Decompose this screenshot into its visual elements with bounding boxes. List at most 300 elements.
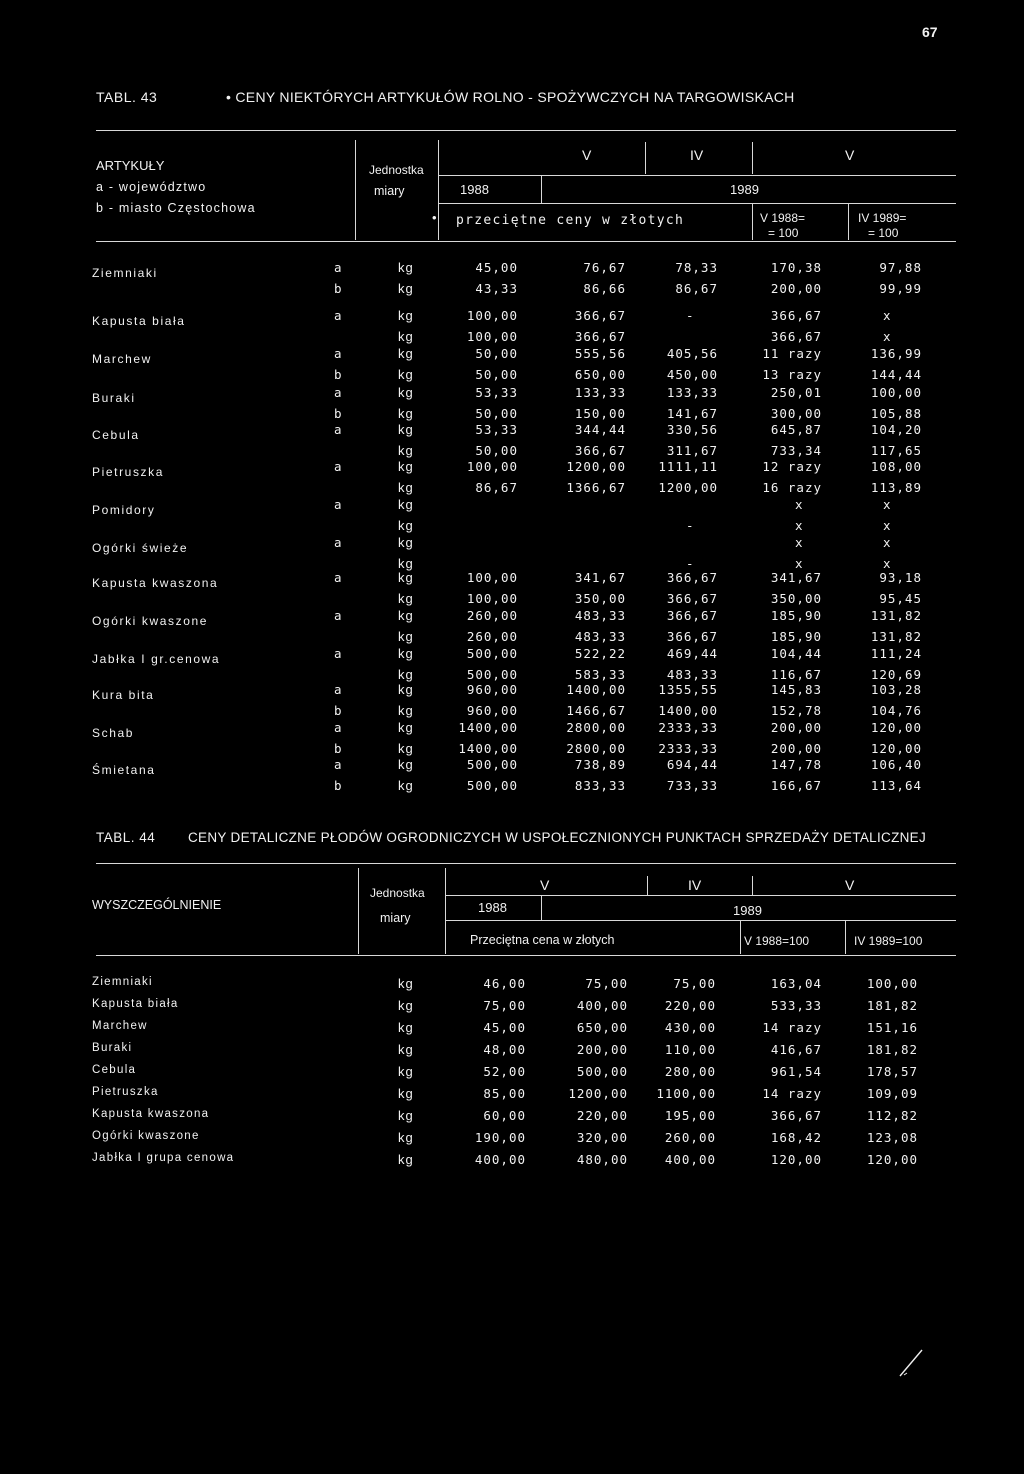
data-cell: 120,00 bbox=[770, 1152, 822, 1167]
table-44-col-divider bbox=[740, 921, 741, 954]
data-cell: 330,56 bbox=[666, 422, 718, 437]
data-cell: 522,22 bbox=[574, 646, 626, 661]
table-43-header-b-definition: b - miasto Częstochowa bbox=[96, 201, 256, 215]
data-cell: 120,69 bbox=[870, 667, 922, 682]
row-unit: kg bbox=[398, 422, 414, 437]
data-cell: 117,65 bbox=[870, 443, 922, 458]
row-unit: kg bbox=[398, 646, 414, 661]
data-cell: 1466,67 bbox=[566, 703, 626, 718]
data-cell: 366,67 bbox=[574, 308, 626, 323]
data-cell: 1100,00 bbox=[656, 1086, 716, 1101]
row-unit: kg bbox=[398, 480, 414, 495]
row-unit: kg bbox=[398, 346, 414, 361]
data-cell: 260,00 bbox=[466, 629, 518, 644]
row-label: Pietruszka bbox=[92, 465, 165, 479]
data-cell: 131,82 bbox=[870, 629, 922, 644]
data-cell: 147,78 bbox=[770, 757, 822, 772]
row-unit: kg bbox=[398, 308, 414, 323]
table-43-header-month-v-1988: V bbox=[582, 147, 592, 163]
data-cell: 86,66 bbox=[583, 281, 626, 296]
data-cell: 1200,00 bbox=[566, 459, 626, 474]
row-label: Ziemniaki bbox=[92, 266, 158, 280]
table-44-col-divider bbox=[541, 896, 542, 920]
row-label: Jabłka I gr.cenowa bbox=[92, 652, 221, 666]
data-cell: 480,00 bbox=[576, 1152, 628, 1167]
data-cell: 113,89 bbox=[870, 480, 922, 495]
data-cell: 311,67 bbox=[666, 443, 718, 458]
table-44-col-divider bbox=[358, 868, 359, 954]
row-region-code: a bbox=[334, 646, 343, 661]
data-cell: 260,00 bbox=[466, 608, 518, 623]
data-cell: 133,33 bbox=[574, 385, 626, 400]
data-cell: 416,67 bbox=[770, 1042, 822, 1057]
table-43-header-month-iv-1989: IV bbox=[690, 147, 704, 163]
data-cell: 50,00 bbox=[475, 346, 518, 361]
data-cell: 93,18 bbox=[879, 570, 922, 585]
row-label: Buraki bbox=[92, 391, 136, 405]
row-label: Kapusta biała bbox=[92, 998, 179, 1010]
data-cell: 100,00 bbox=[466, 459, 518, 474]
data-cell: 45,00 bbox=[475, 260, 518, 275]
data-cell: 366,67 bbox=[574, 329, 626, 344]
row-label: Kapusta kwaszona bbox=[92, 1108, 210, 1120]
data-cell: 350,00 bbox=[770, 591, 822, 606]
data-cell: 85,00 bbox=[483, 1086, 526, 1101]
row-region-code: a bbox=[334, 570, 343, 585]
data-cell: 12 razy bbox=[762, 459, 822, 474]
row-unit: kg bbox=[398, 976, 414, 991]
row-label: Kura bita bbox=[92, 688, 155, 702]
data-cell: 131,82 bbox=[870, 608, 922, 623]
data-cell: 75,00 bbox=[673, 976, 716, 991]
data-cell: 200,00 bbox=[770, 720, 822, 735]
data-cell: 961,54 bbox=[770, 1064, 822, 1079]
table-44-header-unit-1: Jednostka bbox=[370, 886, 425, 900]
table-44-col-divider bbox=[647, 876, 648, 896]
data-cell: 350,00 bbox=[574, 591, 626, 606]
row-label: Ogórki świeże bbox=[92, 541, 189, 555]
data-cell: 1400,00 bbox=[566, 682, 626, 697]
data-cell: 100,00 bbox=[466, 591, 518, 606]
data-cell: 185,90 bbox=[770, 629, 822, 644]
row-unit: kg bbox=[398, 667, 414, 682]
page-number: 67 bbox=[922, 24, 938, 40]
row-unit: kg bbox=[398, 1108, 414, 1123]
row-unit: kg bbox=[398, 741, 414, 756]
data-cell: 400,00 bbox=[474, 1152, 526, 1167]
data-cell: 123,08 bbox=[866, 1130, 918, 1145]
data-cell: 116,67 bbox=[770, 667, 822, 682]
data-cell: 500,00 bbox=[576, 1064, 628, 1079]
data-cell: 120,00 bbox=[866, 1152, 918, 1167]
data-cell: 112,82 bbox=[866, 1108, 918, 1123]
row-region-code: b bbox=[334, 281, 343, 296]
row-unit: kg bbox=[398, 629, 414, 644]
table-43-title: • CENY NIEKTÓRYCH ARTYKUŁÓW ROLNO - SPOŻYWCZYCH NA TARGOWISKACH bbox=[226, 89, 795, 105]
data-cell: x bbox=[883, 535, 892, 550]
table-43-header-a-definition: a - województwo bbox=[96, 180, 207, 194]
data-cell: 366,67 bbox=[770, 1108, 822, 1123]
row-unit: kg bbox=[398, 556, 414, 571]
data-cell: 75,00 bbox=[483, 998, 526, 1013]
row-region-code: b bbox=[334, 741, 343, 756]
row-unit: kg bbox=[398, 720, 414, 735]
row-unit: kg bbox=[398, 570, 414, 585]
row-label: Ogórki kwaszone bbox=[92, 614, 209, 628]
data-cell: 200,00 bbox=[770, 281, 822, 296]
data-cell: 53,33 bbox=[475, 422, 518, 437]
table-44-number: TABL. 44 bbox=[96, 830, 156, 845]
row-unit: kg bbox=[398, 385, 414, 400]
data-cell: 151,16 bbox=[866, 1020, 918, 1035]
data-cell: 405,56 bbox=[666, 346, 718, 361]
row-region-code: a bbox=[334, 346, 343, 361]
data-cell: 190,00 bbox=[474, 1130, 526, 1145]
data-cell: 150,00 bbox=[574, 406, 626, 421]
data-cell: 48,00 bbox=[483, 1042, 526, 1057]
data-cell: 86,67 bbox=[675, 281, 718, 296]
data-cell: 13 razy bbox=[762, 367, 822, 382]
table-43-sub-rule bbox=[438, 175, 956, 176]
row-unit: kg bbox=[398, 1130, 414, 1145]
data-cell: 14 razy bbox=[762, 1086, 822, 1101]
data-cell: x bbox=[883, 308, 892, 323]
row-label: Marchew bbox=[92, 1020, 148, 1032]
table-43-header-month-v-1989: V bbox=[845, 147, 855, 163]
table-43-col-divider bbox=[355, 140, 356, 240]
table-44-col-divider bbox=[445, 868, 446, 954]
data-cell: 400,00 bbox=[664, 1152, 716, 1167]
row-unit: kg bbox=[398, 682, 414, 697]
table-43-col-divider bbox=[541, 176, 542, 204]
data-cell: 645,87 bbox=[770, 422, 822, 437]
data-cell: 113,64 bbox=[870, 778, 922, 793]
data-cell: 45,00 bbox=[483, 1020, 526, 1035]
row-unit: kg bbox=[398, 367, 414, 382]
data-cell: 100,00 bbox=[466, 570, 518, 585]
table-44-header-index-2: IV 1989=100 bbox=[854, 934, 923, 948]
data-cell: 145,83 bbox=[770, 682, 822, 697]
data-cell: 733,34 bbox=[770, 443, 822, 458]
table-43-col-divider bbox=[645, 142, 646, 174]
table-44-header-index-1: V 1988=100 bbox=[744, 934, 810, 948]
row-unit: kg bbox=[398, 518, 414, 533]
row-unit: kg bbox=[398, 1042, 414, 1057]
data-cell: 133,33 bbox=[666, 385, 718, 400]
row-unit: kg bbox=[398, 591, 414, 606]
data-cell: 366,67 bbox=[770, 329, 822, 344]
row-unit: kg bbox=[398, 757, 414, 772]
data-cell: 650,00 bbox=[576, 1020, 628, 1035]
data-cell: 14 razy bbox=[762, 1020, 822, 1035]
table-43-top-rule bbox=[96, 130, 956, 131]
row-unit: kg bbox=[398, 260, 414, 275]
row-region-code: a bbox=[334, 720, 343, 735]
data-cell: 450,00 bbox=[666, 367, 718, 382]
data-cell: 105,88 bbox=[870, 406, 922, 421]
data-cell: 1400,00 bbox=[458, 741, 518, 756]
table-44-title: CENY DETALICZNE PŁODÓW OGRODNICZYCH W USPOŁECZNIONYCH PUNKTACH SPRZEDAŻY DETALICZNEJ bbox=[188, 830, 927, 845]
data-cell: 469,44 bbox=[666, 646, 718, 661]
table-44-header-year-1989: 1989 bbox=[733, 903, 762, 918]
row-unit: kg bbox=[398, 443, 414, 458]
row-unit: kg bbox=[398, 998, 414, 1013]
data-cell: 200,00 bbox=[770, 741, 822, 756]
row-label: Schab bbox=[92, 726, 135, 740]
row-unit: kg bbox=[398, 329, 414, 344]
table-44-header-month-v-1988: V bbox=[540, 877, 550, 893]
data-cell: x bbox=[795, 497, 804, 512]
data-cell: 366,67 bbox=[574, 443, 626, 458]
table-43-header-index-1-line1: V 1988= bbox=[760, 211, 806, 225]
row-label: Ziemniaki bbox=[92, 976, 153, 988]
data-cell: 163,04 bbox=[770, 976, 822, 991]
data-cell: 86,67 bbox=[475, 480, 518, 495]
data-cell: 400,00 bbox=[576, 998, 628, 1013]
data-cell: x bbox=[883, 329, 892, 344]
data-cell: - bbox=[686, 556, 695, 571]
row-unit: kg bbox=[398, 608, 414, 623]
data-cell: 178,57 bbox=[866, 1064, 918, 1079]
data-cell: 220,00 bbox=[576, 1108, 628, 1123]
data-cell: 141,67 bbox=[666, 406, 718, 421]
table-43-col-divider bbox=[848, 204, 849, 240]
data-cell: 533,33 bbox=[770, 998, 822, 1013]
row-region-code: a bbox=[334, 260, 343, 275]
data-cell: 170,38 bbox=[770, 260, 822, 275]
row-region-code: b bbox=[334, 778, 343, 793]
data-cell: 108,00 bbox=[870, 459, 922, 474]
data-cell: 483,33 bbox=[666, 667, 718, 682]
data-cell: 1400,00 bbox=[458, 720, 518, 735]
table-44-header-average-price: Przeciętna cena w złotych bbox=[470, 933, 615, 947]
row-region-code: a bbox=[334, 608, 343, 623]
data-cell: 11 razy bbox=[762, 346, 822, 361]
data-cell: 104,20 bbox=[870, 422, 922, 437]
table-43-sub-rule bbox=[438, 203, 956, 204]
data-cell: 2333,33 bbox=[658, 720, 718, 735]
table-44-header-unit-2: miary bbox=[380, 911, 411, 925]
table-43-header-bullet: • bbox=[432, 210, 437, 225]
data-cell: 500,00 bbox=[466, 667, 518, 682]
table-44-header-wyszczegolnienie: WYSZCZEGÓLNIENIE bbox=[92, 898, 222, 912]
data-cell: 2333,33 bbox=[658, 741, 718, 756]
data-cell: 50,00 bbox=[475, 367, 518, 382]
row-label: Pomidory bbox=[92, 503, 156, 517]
table-43-header-unit-2: miary bbox=[374, 184, 405, 198]
pen-mark-icon bbox=[898, 1348, 926, 1378]
data-cell: 111,24 bbox=[870, 646, 922, 661]
table-44-header-bottom-rule bbox=[96, 955, 956, 956]
data-cell: 220,00 bbox=[664, 998, 716, 1013]
data-cell: 152,78 bbox=[770, 703, 822, 718]
data-cell: 50,00 bbox=[475, 443, 518, 458]
data-cell: 366,67 bbox=[770, 308, 822, 323]
data-cell: 110,00 bbox=[664, 1042, 716, 1057]
data-cell: 185,90 bbox=[770, 608, 822, 623]
data-cell: 104,76 bbox=[870, 703, 922, 718]
row-unit: kg bbox=[398, 1020, 414, 1035]
data-cell: 366,67 bbox=[666, 570, 718, 585]
data-cell: 181,82 bbox=[866, 1042, 918, 1057]
data-cell: 166,67 bbox=[770, 778, 822, 793]
table-44-header-month-iv-1989: IV bbox=[688, 877, 702, 893]
data-cell: 344,44 bbox=[574, 422, 626, 437]
data-cell: 2800,00 bbox=[566, 720, 626, 735]
data-cell: 1200,00 bbox=[568, 1086, 628, 1101]
data-cell: 500,00 bbox=[466, 646, 518, 661]
data-cell: x bbox=[795, 556, 804, 571]
data-cell: 120,00 bbox=[870, 720, 922, 735]
data-cell: 100,00 bbox=[466, 308, 518, 323]
row-region-code: a bbox=[334, 385, 343, 400]
row-region-code: a bbox=[334, 422, 343, 437]
row-region-code: a bbox=[334, 682, 343, 697]
data-cell: 144,44 bbox=[870, 367, 922, 382]
table-43-header-bottom-rule bbox=[96, 241, 956, 242]
data-cell: x bbox=[883, 556, 892, 571]
data-cell: 78,33 bbox=[675, 260, 718, 275]
data-cell: 1355,55 bbox=[658, 682, 718, 697]
data-cell: 50,00 bbox=[475, 406, 518, 421]
data-cell: 106,40 bbox=[870, 757, 922, 772]
data-cell: 2800,00 bbox=[566, 741, 626, 756]
data-cell: 260,00 bbox=[664, 1130, 716, 1145]
data-cell: 738,89 bbox=[574, 757, 626, 772]
data-cell: 483,33 bbox=[574, 608, 626, 623]
row-unit: kg bbox=[398, 1086, 414, 1101]
table-43-header-average-prices: przeciętne ceny w złotych bbox=[456, 213, 685, 228]
row-label: Pietruszka bbox=[92, 1086, 159, 1098]
row-region-code: a bbox=[334, 459, 343, 474]
data-cell: 694,44 bbox=[666, 757, 718, 772]
data-cell: x bbox=[795, 535, 804, 550]
data-cell: 1200,00 bbox=[658, 480, 718, 495]
row-label: Ogórki kwaszone bbox=[92, 1130, 200, 1142]
data-cell: x bbox=[883, 518, 892, 533]
table-43-header-index-1-line2: = 100 bbox=[768, 226, 799, 240]
row-label: Jabłka I grupa cenowa bbox=[92, 1152, 235, 1164]
data-cell: 100,00 bbox=[866, 976, 918, 991]
row-unit: kg bbox=[398, 778, 414, 793]
data-cell: 366,67 bbox=[666, 629, 718, 644]
data-cell: 320,00 bbox=[576, 1130, 628, 1145]
data-cell: 483,33 bbox=[574, 629, 626, 644]
data-cell: 960,00 bbox=[466, 703, 518, 718]
row-unit: kg bbox=[398, 406, 414, 421]
row-region-code: a bbox=[334, 308, 343, 323]
table-43-col-divider bbox=[752, 204, 753, 240]
data-cell: 95,45 bbox=[879, 591, 922, 606]
row-label: Marchew bbox=[92, 352, 152, 366]
data-cell: 181,82 bbox=[866, 998, 918, 1013]
table-43-col-divider bbox=[438, 140, 439, 240]
table-43-header-index-2-line2: = 100 bbox=[868, 226, 899, 240]
table-43-col-divider bbox=[752, 142, 753, 174]
data-cell: 97,88 bbox=[879, 260, 922, 275]
data-cell: 341,67 bbox=[574, 570, 626, 585]
row-unit: kg bbox=[398, 1064, 414, 1079]
table-43-header-year-1989: 1989 bbox=[730, 182, 759, 197]
row-unit: kg bbox=[398, 703, 414, 718]
data-cell: 733,33 bbox=[666, 778, 718, 793]
data-cell: 46,00 bbox=[483, 976, 526, 991]
row-region-code: a bbox=[334, 535, 343, 550]
data-cell: 52,00 bbox=[483, 1064, 526, 1079]
table-44-col-divider bbox=[845, 921, 846, 954]
row-region-code: b bbox=[334, 703, 343, 718]
data-cell: 103,28 bbox=[870, 682, 922, 697]
data-cell: 833,33 bbox=[574, 778, 626, 793]
data-cell: 100,00 bbox=[466, 329, 518, 344]
row-unit: kg bbox=[398, 281, 414, 296]
data-cell: 1400,00 bbox=[658, 703, 718, 718]
data-cell: 109,09 bbox=[866, 1086, 918, 1101]
row-region-code: a bbox=[334, 497, 343, 512]
data-cell: 53,33 bbox=[475, 385, 518, 400]
table-44-sub-rule bbox=[445, 895, 956, 896]
row-label: Śmietana bbox=[92, 763, 156, 777]
data-cell: 104,44 bbox=[770, 646, 822, 661]
data-cell: x bbox=[795, 518, 804, 533]
row-label: Buraki bbox=[92, 1042, 133, 1054]
data-cell: 250,01 bbox=[770, 385, 822, 400]
row-label: Cebula bbox=[92, 1064, 137, 1076]
data-cell: 16 razy bbox=[762, 480, 822, 495]
data-cell: 120,00 bbox=[870, 741, 922, 756]
table-44-header-year-1988: 1988 bbox=[478, 900, 507, 915]
table-44-header-month-v-1989: V bbox=[845, 877, 855, 893]
row-label: Kapusta biała bbox=[92, 314, 186, 328]
data-cell: 136,99 bbox=[870, 346, 922, 361]
row-unit: kg bbox=[398, 535, 414, 550]
data-cell: 341,67 bbox=[770, 570, 822, 585]
table-44-sub-rule bbox=[445, 920, 956, 921]
data-cell: 99,99 bbox=[879, 281, 922, 296]
data-cell: 366,67 bbox=[666, 591, 718, 606]
data-cell: 300,00 bbox=[770, 406, 822, 421]
table-43-header-artykuly: ARTYKUŁY bbox=[96, 158, 165, 173]
data-cell: 280,00 bbox=[664, 1064, 716, 1079]
data-cell: - bbox=[686, 518, 695, 533]
data-cell: 168,42 bbox=[770, 1130, 822, 1145]
row-unit: kg bbox=[398, 459, 414, 474]
data-cell: 195,00 bbox=[664, 1108, 716, 1123]
table-43-header-unit-1: Jednostka bbox=[369, 163, 424, 177]
data-cell: 650,00 bbox=[574, 367, 626, 382]
data-cell: 366,67 bbox=[666, 608, 718, 623]
row-unit: kg bbox=[398, 1152, 414, 1167]
row-label: Cebula bbox=[92, 428, 140, 442]
data-cell: x bbox=[883, 497, 892, 512]
row-region-code: b bbox=[334, 367, 343, 382]
data-cell: 430,00 bbox=[664, 1020, 716, 1035]
table-44-top-rule bbox=[96, 863, 956, 864]
data-cell: - bbox=[686, 308, 695, 323]
table-43-header-year-1988: 1988 bbox=[460, 182, 489, 197]
row-region-code: a bbox=[334, 757, 343, 772]
data-cell: 555,56 bbox=[574, 346, 626, 361]
data-cell: 43,33 bbox=[475, 281, 518, 296]
data-cell: 500,00 bbox=[466, 778, 518, 793]
row-label: Kapusta kwaszona bbox=[92, 576, 219, 590]
data-cell: 75,00 bbox=[585, 976, 628, 991]
data-cell: 200,00 bbox=[576, 1042, 628, 1057]
table-43-number: TABL. 43 bbox=[96, 89, 158, 105]
data-cell: 500,00 bbox=[466, 757, 518, 772]
data-cell: 1111,11 bbox=[658, 459, 718, 474]
data-cell: 960,00 bbox=[466, 682, 518, 697]
